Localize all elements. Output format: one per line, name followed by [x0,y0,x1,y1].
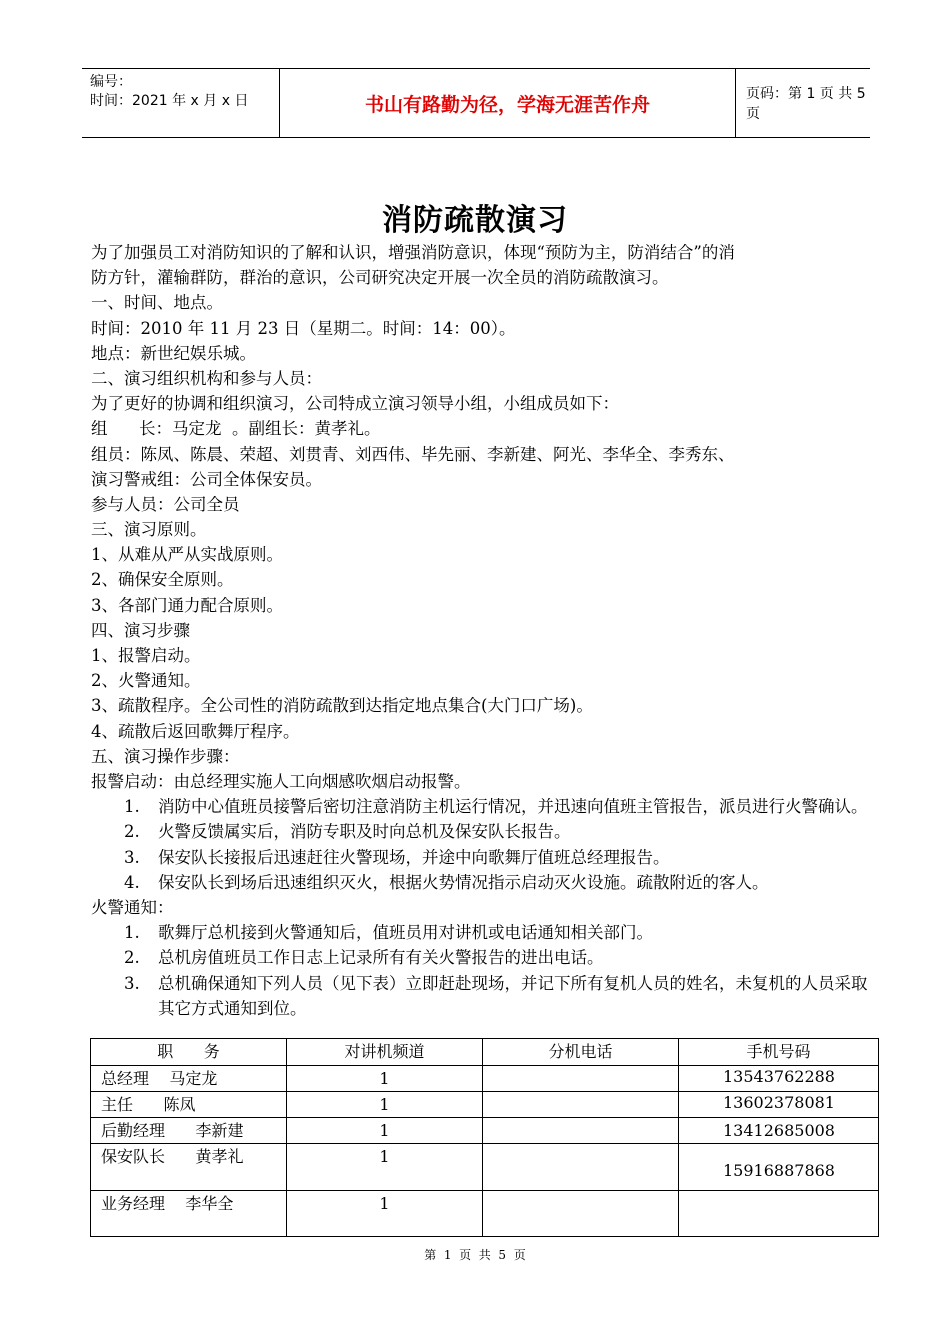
channel-cell: 1 [287,1092,483,1118]
event-time: 时间：2010 年 11 月 23 日（星期二。时间：14：00）。 [91,318,516,338]
role-cell: 业务经理 李华全 [91,1191,287,1237]
header-meta [82,69,280,137]
list-item: 3、疏散程序。全公司性的消防疏散到达指定地点集合(大门口广场)。 [91,696,593,716]
table-row [91,1118,879,1144]
contact-table [90,1038,879,1237]
section-heading: 三、演习原则。 [91,520,207,540]
numbered-item [91,920,871,945]
item-number: 3. [124,847,140,867]
role-cell: 总经理 马定龙 [91,1066,287,1092]
document-body [91,240,871,1021]
extension-cell [483,1066,679,1092]
role-cell: 后勤经理 李新建 [91,1118,287,1144]
item-text: 火警反馈属实后，消防专职及时向总机及保安队长报告。 [158,822,571,842]
channel-cell: 1 [287,1191,483,1237]
column-header: 职 务 [91,1039,287,1066]
column-header: 对讲机频道 [287,1039,483,1066]
numbered-item [91,870,871,895]
item-number: 2. [124,948,140,968]
item-text: 保安队长到场后迅速组织灭火，根据火势情况指示启动灭火设施。疏散附近的客人。 [158,872,769,892]
item-number: 3. [124,973,140,993]
item-number: 2. [124,822,140,842]
team-members: 组员：陈凤、陈晨、荣超、刘贯青、刘西伟、毕先丽、李新建、阿光、李华全、李秀东、 [91,444,735,464]
list-item: 2、火警通知。 [91,671,201,691]
channel-cell: 1 [287,1066,483,1092]
table-row [91,1191,879,1237]
item-text: 歌舞厅总机接到火警通知后，值班员用对讲机或电话通知相关部门。 [158,923,653,943]
section-heading: 二、演习组织机构和参与人员： [91,368,322,388]
channel-cell: 1 [287,1118,483,1144]
list-item: 4、疏散后返回歌舞厅程序。 [91,721,300,741]
header-page-number: 页码：第 1 页 共 5 页 [746,86,866,122]
section-heading: 四、演习步骤 [91,620,190,640]
mobile-cell: 13412685008 [679,1118,879,1144]
mobile-cell: 13602378081 [679,1092,879,1118]
extension-cell [483,1092,679,1118]
intro-line-1: 为了加强员工对消防知识的了解和认识，增强消防意识，体现“预防为主，防消结合”的消 [91,243,735,262]
header-motto: 书山有路勤为径，学海无涯苦作舟 [280,69,736,137]
notice-intro: 火警通知： [91,897,174,917]
role-cell: 保安队长 黄孝礼 [91,1144,287,1191]
numbered-item [91,971,871,1021]
mobile-cell: 15916887868 [679,1144,879,1191]
list-item: 2、确保安全原则。 [91,570,234,590]
paragraph: 为了更好的协调和组织演习，公司特成立演习领导小组，小组成员如下： [91,394,619,414]
table-row [91,1092,879,1118]
column-header: 分机电话 [483,1039,679,1066]
numbered-item [91,945,871,970]
item-text: 总机房值班员工作日志上记录所有有关火警报告的进出电话。 [158,948,604,968]
intro-line-2: 防方针，灌输群防，群治的意识，公司研究决定开展一次全员的消防疏散演习。 [91,268,669,288]
table-row [91,1144,879,1191]
item-text: 保安队长接报后迅速赶往火警现场，并途中向歌舞厅值班总经理报告。 [158,847,670,867]
role-cell: 主任 陈凤 [91,1092,287,1118]
column-header: 手机号码 [679,1039,879,1066]
item-number: 1. [124,797,140,817]
numbered-item [91,794,871,819]
section-heading: 一、时间、地点。 [91,293,223,313]
mobile-cell: 13543762288 [679,1066,879,1092]
page-header [82,68,870,138]
table-row [91,1066,879,1092]
numbered-item [91,819,871,844]
table-header-row [91,1039,879,1066]
item-text: 总机确保通知下列人员（见下表）立即赶赴现场，并记下所有复机人员的姓名，未复机的人员采取其它方式通知到位。 [158,973,868,1018]
team-leader: 组 长：马定龙 。副组长：黄孝礼。 [91,419,381,439]
item-number: 4. [124,872,140,892]
section-heading: 五、演习操作步骤： [91,746,240,766]
guard-team: 演习警戒组：公司全体保安员。 [91,469,322,489]
list-item: 1、从难从严从实战原则。 [91,545,283,565]
alarm-intro: 报警启动：由总经理实施人工向烟感吹烟启动报警。 [91,771,471,791]
document-number-label: 编号： [90,74,132,90]
list-item: 1、报警启动。 [91,646,201,665]
list-item: 3、各部门通力配合原则。 [91,595,283,615]
channel-cell: 1 [287,1144,483,1191]
participants: 参与人员：公司全员 [91,494,240,514]
document-title: 消防疏散演习 [382,203,568,238]
mobile-cell [679,1191,879,1237]
event-place: 地点：新世纪娱乐城。 [91,343,256,363]
document-date-label: 时间：2021 年 x 月 x 日 [90,93,249,109]
extension-cell [483,1118,679,1144]
page-footer: 第 1 页 共 5 页 [424,1248,526,1262]
item-number: 1. [124,923,140,943]
item-text: 消防中心值班员接警后密切注意消防主机运行情况，并迅速向值班主管报告，派员进行火警确认。 [158,797,868,817]
extension-cell [483,1191,679,1237]
numbered-item [91,845,871,870]
extension-cell [483,1144,679,1191]
